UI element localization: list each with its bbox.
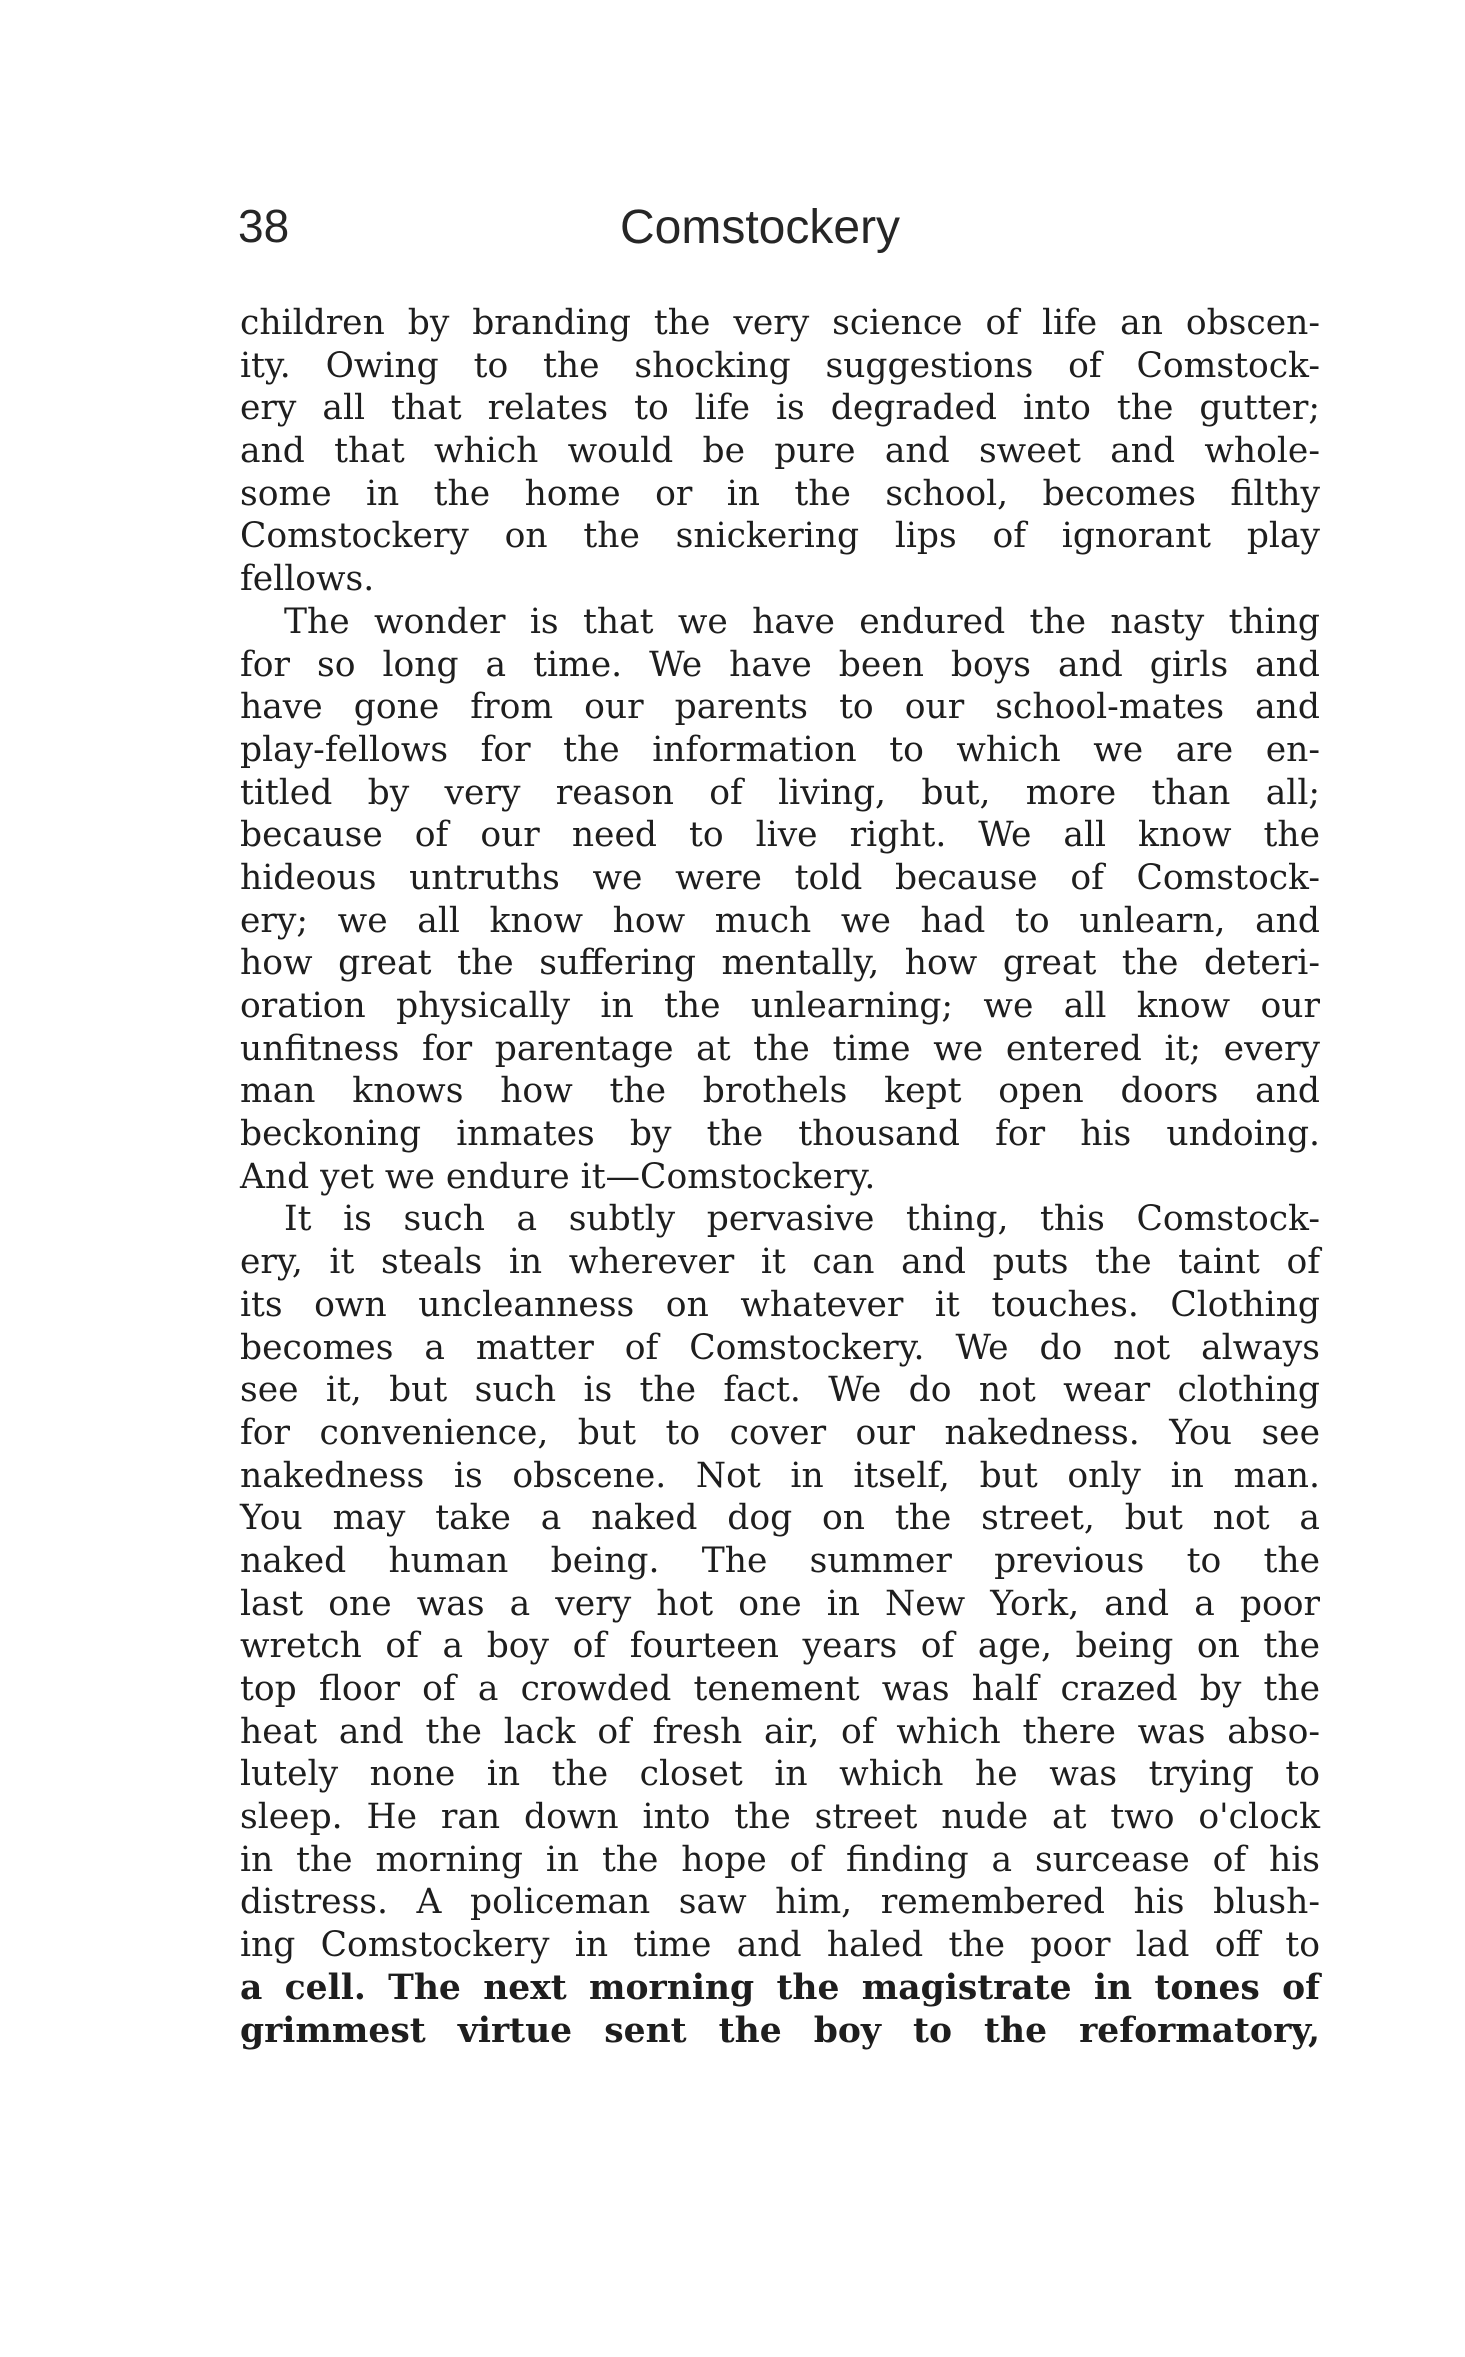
- text-line: naked human being. The summer previous to the: [240, 1540, 1320, 1581]
- text-line: its own uncleanness on whatever it touches. Clothing: [240, 1284, 1320, 1325]
- text-line: children by branding the very science of life an obscen-: [240, 303, 1320, 343]
- text-line: last one was a very hot one in New York, and a poor: [240, 1583, 1320, 1624]
- text-line: fellows.: [240, 559, 375, 600]
- text-line: nakedness is obscene. Not in itself, but only in man.: [240, 1455, 1320, 1496]
- text-line: heat and the lack of fresh air, of which there was abso-: [240, 1711, 1320, 1752]
- text-line: hideous untruths we were told because of Comstock-: [240, 857, 1320, 898]
- text-line: ery all that relates to life is degraded into the gutter;: [240, 388, 1320, 429]
- text-line: some in the home or in the school, becomes filthy: [240, 473, 1320, 514]
- text-line: beckoning inmates by the thousand for his undoing.: [240, 1114, 1320, 1155]
- text-line: how great the suffering mentally, how great the deteri-: [240, 943, 1320, 984]
- text-line: titled by very reason of living, but, more than all;: [240, 772, 1320, 813]
- running-head: Comstockery: [620, 201, 901, 254]
- text-line: ery, it steals in wherever it can and puts the taint of: [240, 1242, 1320, 1283]
- text-line: see it, but such is the fact. We do not wear clothing: [240, 1370, 1320, 1411]
- text-line: becomes a matter of Comstockery. We do not always: [240, 1327, 1320, 1368]
- text-line: for so long a time. We have been boys and girls and: [240, 644, 1320, 685]
- text-line: lutely none in the closet in which he was trying to: [240, 1754, 1320, 1795]
- text-line: ery; we all know how much we had to unlearn, and: [240, 900, 1320, 941]
- text-line: ing Comstockery in time and haled the poor lad off to: [240, 1925, 1320, 1966]
- text-line: a cell. The next morning the magistrate in tones of: [240, 1967, 1320, 2008]
- text-line: sleep. He ran down into the street nude at two o'clock: [240, 1797, 1320, 1838]
- text-line: and that which would be pure and sweet and whole-: [240, 431, 1320, 472]
- text-line: for convenience, but to cover our nakedness. You see: [240, 1412, 1320, 1453]
- paragraph-start-line: It is such a subtly pervasive thing, this Comstock-: [284, 1199, 1320, 1240]
- text-line: man knows how the brothels kept open doors and: [240, 1071, 1320, 1112]
- page-number: 38: [238, 200, 290, 252]
- body-text: [240, 302, 1320, 2052]
- text-line: wretch of a boy of fourteen years of age, being on the: [240, 1626, 1320, 1667]
- paragraph-start-line: The wonder is that we have endured the nasty thing: [284, 601, 1320, 642]
- text-line: grimmest virtue sent the boy to the reformatory,: [240, 2010, 1320, 2051]
- text-line: You may take a naked dog on the street, but not a: [240, 1498, 1320, 1539]
- text-line: unfitness for parentage at the time we entered it; every: [240, 1028, 1320, 1069]
- text-line: play-fellows for the information to which we are en-: [240, 729, 1320, 770]
- text-line: And yet we endure it—Comstockery.: [240, 1156, 876, 1197]
- text-line: in the morning in the hope of finding a surcease of his: [240, 1839, 1320, 1880]
- text-line: oration physically in the unlearning; we all know our: [240, 986, 1320, 1026]
- text-line: because of our need to live right. We all know the: [240, 815, 1320, 856]
- text-line: ity. Owing to the shocking suggestions of Comstock-: [240, 345, 1320, 386]
- text-line: distress. A policeman saw him, remembered his blush-: [240, 1882, 1320, 1923]
- text-line: top floor of a crowded tenement was half crazed by the: [240, 1669, 1320, 1709]
- text-line: Comstockery on the snickering lips of ignorant play: [240, 516, 1320, 557]
- text-line: have gone from our parents to our school-mates and: [240, 687, 1320, 728]
